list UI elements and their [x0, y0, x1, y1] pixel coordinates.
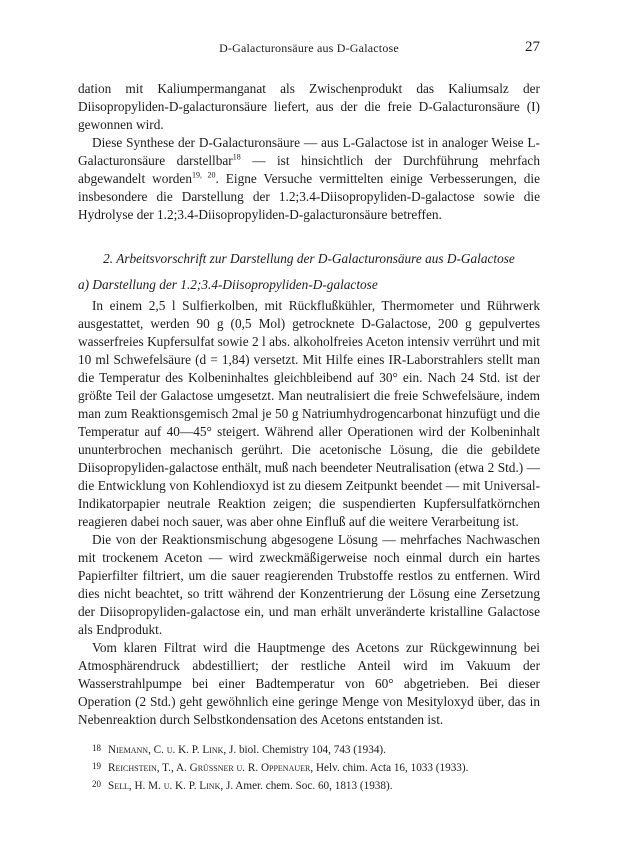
footnote-ref: 18 — [232, 152, 241, 162]
footnote-author: Sell, H. M. u. K. P. Link, — [108, 780, 224, 792]
page-number: 27 — [525, 39, 540, 55]
footnotes — [78, 740, 540, 794]
paragraph-procedure: In einem 2,5 l Sulfierkolben, mit Rückflußkühler, Thermometer und Rührwerk ausgestattet, werden 90 g (0,5 Mol) getrocknete D-Galactose, 200 g gepulvertes wasserfreies Kupfersulfat sowie 2 l abs. alkoholfreies Aceton intensiv verrührt und mit 10 ml Schwefelsäure (d = 1,84) versetzt. Mit Hilfe eines IR-Laborstrahlers stellt man die Temperatur des Kolbeninhaltes gleichbleibend auf 30° ein. Nach 24 Std. ist der größte Teil der Galactose umgesetzt. Man neutralisiert die freie Schwefelsäure, indem man zum Reaktionsgemisch 2mal je 50 g Natriumhydrogencarbonat hinzufügt und die Temperatur auf 40—45° steigert. Während aller Operationen wird der Kolbeninhalt ununterbrochen mechanisch gerührt. Die acetonische Lösung, die die gebildete Diisopropyliden-galactose enthält, muß nach beendeter Neutralisation (etwa 2 Std.) — die Entwicklung von Kohlendioxyd ist zu diesem Zeitpunkt beendet — mit Universal-Indikatorpapier neutrale Reaktion zeigen; die suspendierten Kupfersulfatkörnchen reagieren dabei noch sauer, was aber ohne Einfluß auf die weitere Verarbeitung ist. — [78, 298, 540, 529]
paragraph-continuation: dation mit Kaliumpermanganat als Zwischenprodukt das Kaliumsalz der Diisopropyliden-D-galacturonsäure liefert, aus der die freie D-Galacturonsäure (I) gewonnen wird. — [78, 81, 540, 132]
footnote-number: 19 — [92, 761, 101, 771]
running-title: D-Galacturonsäure aus D-Galactose — [219, 41, 399, 55]
footnote-number: 20 — [92, 779, 101, 789]
section-title: 2. Arbeitsvorschrift zur Darstellung der D-Galacturonsäure aus D-Galactose — [103, 251, 515, 266]
footnote-author: Reichstein, T., A. Grüssner u. R. Oppenauer, — [108, 762, 314, 774]
paragraph-text: Diese Synthese der D-Galacturonsäure — aus L-Galactose ist in analoger Weise L-Galacturonsäure darstellbar — [78, 135, 540, 168]
paragraph-text: — ist hinsichtlich der Durchführung mehrfach abgewandelt worden — [78, 153, 540, 186]
subsection-heading: a) Darstellung der 1.2;3.4-Diisopropyliden-D-galactose — [78, 277, 378, 292]
page-header — [78, 41, 540, 61]
footnote — [78, 776, 540, 794]
paragraph-text: . Eigne Versuche vermittelten einige Verbesserungen, die insbesondere die Darstellung der 1.2;3.4-Diisopropyliden-D-galactose sowie die Hydrolyse der 1.2;3.4-Diisopropyliden-D-galacturonsäure betreffen. — [78, 171, 540, 222]
body-text — [78, 80, 540, 729]
footnote — [78, 758, 540, 776]
paragraph-filtration: Die von der Reaktionsmischung abgesogene Lösung — mehrfaches Nachwaschen mit trockenem Aceton — wird zweckmäßigerweise noch einmal durch ein hartes Papierfilter filtriert, um die sauer reagierenden Trubstoffe restlos zu entfernen. Wird dies nicht beachtet, so tritt während der Konzentrierung der Lösung eine Zersetzung der Diisopropyliden-galactose ein, und man erhält unveränderte kristalline Galactose als Endprodukt. — [78, 532, 540, 637]
footnote — [78, 740, 540, 758]
footnote-reference: J. biol. Chemistry 104, 743 (1934). — [229, 744, 386, 756]
footnote-reference: J. Amer. chem. Soc. 60, 1813 (1938). — [225, 780, 393, 792]
footnote-number: 18 — [92, 743, 101, 753]
footnote-ref: 19, 20 — [191, 170, 216, 180]
paragraph-synthesis — [78, 134, 540, 224]
footnote-author: Niemann, C. u. K. P. Link, — [108, 744, 227, 756]
footnote-reference: Helv. chim. Acta 16, 1033 (1933). — [315, 762, 469, 774]
paragraph-distillation: Vom klaren Filtrat wird die Hauptmenge des Acetons zur Rückgewinnung bei Atmosphärendruck abdestilliert; der restliche Anteil wird im Vakuum der Wasserstrahlpumpe bei einer Badtemperatur von 60° abgetrieben. Bei dieser Operation (2 Std.) geht gewöhnlich eine geringe Menge von Mesityloxyd über, das in Nebenreaktion durch Selbstkondensation des Acetons entstanden ist. — [78, 640, 540, 727]
